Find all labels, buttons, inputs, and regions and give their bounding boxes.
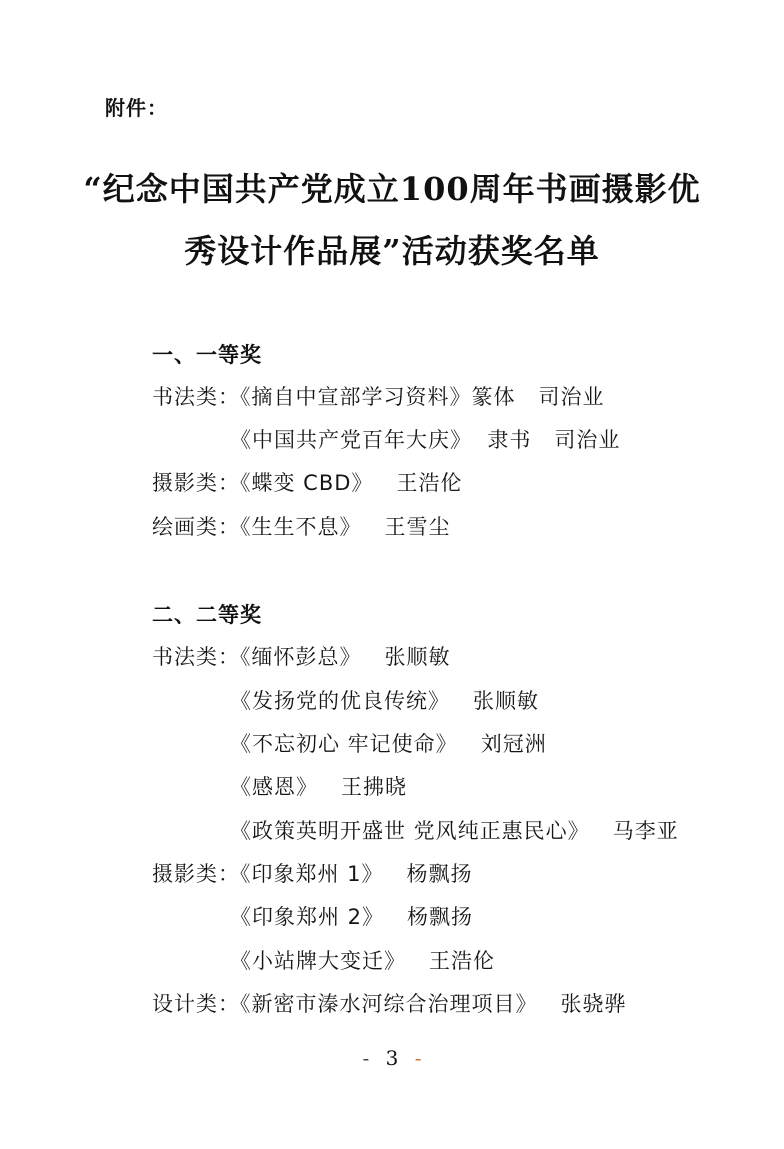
section-heading-first-prize: 一、一等奖 (152, 343, 262, 367)
attachment-label: 附件： (105, 96, 168, 120)
award-entry: 书法类：《摘自中宣部学习资料》篆体 司治业 (152, 385, 605, 409)
section-heading-second-prize: 二、二等奖 (152, 603, 262, 627)
award-entry: 摄影类：《蝶变 CBD》 王浩伦 (152, 471, 463, 495)
award-entry: 《政策英明开盛世 党风纯正惠民心》 马李亚 (230, 819, 679, 843)
award-entry: 《发扬党的优良传统》 张顺敏 (230, 689, 540, 713)
footer-dash-right: - (414, 1046, 422, 1070)
award-entry: 绘画类：《生生不息》 王雪尘 (152, 515, 451, 539)
award-entry: 《印象郑州 2》 杨飘扬 (230, 905, 474, 929)
award-entry: 《感恩》 王拂晓 (230, 775, 408, 799)
award-entry: 书法类：《缅怀彭总》 张顺敏 (152, 645, 451, 669)
award-entry: 《中国共产党百年大庆》 隶书 司治业 (230, 428, 621, 452)
document-title-line-2: 秀设计作品展”活动获奖名单 (184, 232, 600, 270)
award-entry: 设计类：《新密市溱水河综合治理项目》 张骁骅 (152, 992, 627, 1016)
footer-dash-left: - (362, 1046, 370, 1070)
document-title-line-1: “纪念中国共产党成立100周年书画摄影优 (83, 170, 701, 208)
page-number: 3 (385, 1046, 399, 1070)
award-entry: 《不忘初心 牢记使命》 刘冠洲 (230, 732, 547, 756)
page-footer (0, 1046, 784, 1070)
award-entry: 《小站牌大变迁》 王浩伦 (230, 949, 496, 973)
award-entry: 摄影类：《印象郑州 1》 杨飘扬 (152, 862, 473, 886)
